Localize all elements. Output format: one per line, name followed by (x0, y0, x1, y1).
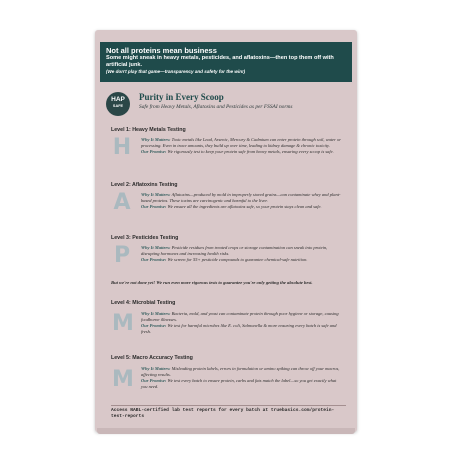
level-4-promise-label: Our Promise: (141, 323, 167, 328)
level-3-letter-icon: P (113, 243, 131, 268)
level-2-why-text: Aflatoxins—produced by mold in improperly stored grains—can contaminate whey and plant-based proteins. These toxins are carcinogenic and harmful to the liver. (141, 192, 341, 203)
level-2-why-label: Why It Matters: (141, 192, 171, 197)
level-5-why-text: Misleading protein labels, errors in formulation or amino spiking can throw off your macros, affecting results. (141, 366, 340, 377)
level-3-title: Level 3: Pesticides Testing (111, 235, 179, 241)
level-5-title: Level 5: Macro Accuracy Testing (111, 355, 193, 361)
banner-title: Not all proteins mean business (106, 46, 217, 55)
level-2-letter-icon: A (113, 190, 131, 215)
level-2-title: Level 2: Aflatoxins Testing (111, 182, 178, 188)
banner-subtitle: Some might sneak in heavy metals, pesticides, and aflatoxins—then top them off with artificial junk. (106, 55, 334, 68)
badge-line1: HAP (111, 96, 125, 103)
hero-title: Purity in Every Scoop (139, 92, 224, 102)
level-3-why-label: Why It Matters: (141, 245, 171, 250)
level-1-why-text: Toxic metals like Lead, Arsenic, Mercury & Cadmium can enter protein through soil, water or processing. Even in trace amounts, they build up over time, leading to kidney damage & chronic toxicity. (141, 137, 341, 148)
level-1-title: Level 1: Heavy Metals Testing (111, 127, 186, 133)
level-2-promise-label: Our Promise: (141, 204, 167, 209)
level-5-description (141, 366, 341, 390)
lab-report-footer: Access NABL-certified lab test reports for every batch at truebasics.com/protein-test-reports (111, 405, 346, 420)
level-5-why-label: Why It Matters: (141, 366, 171, 371)
level-3-why-text: Pesticide residues from treated crops or storage contamination can sneak into protein, disrupting hormones and increasing health risks. (141, 245, 328, 256)
level-4-why-text: Bacteria, mold, and yeast can contaminate protein through poor hygiene or storage, causing foodborne illnesses. (141, 311, 339, 322)
banner-note: (We don't play that game—transparency and safety for the win!) (106, 69, 246, 74)
level-3-promise-label: Our Promise: (141, 257, 167, 262)
level-4-promise-text: We test for harmful microbes like E. coli, Salmonella & more ensuring every batch is safe and fresh. (141, 323, 337, 334)
hero-subtitle: Safe from Heavy Metals, Aflatoxins and Pesticides as per FSSAI norms (139, 104, 293, 110)
level-1-letter-icon: H (112, 135, 132, 160)
level-2-description (141, 192, 341, 210)
level-4-letter-icon: M (112, 311, 134, 336)
level-1-why-label: Why It Matters: (141, 137, 171, 142)
level-3-description (141, 245, 341, 263)
level-1-description (141, 137, 341, 155)
level-3-promise-text: We screen for 55+ pesticide compounds to guarantee chemical-safe nutrition. (167, 257, 308, 262)
box-bottom-edge (97, 428, 355, 434)
level-4-title: Level 4: Microbial Testing (111, 300, 176, 306)
level-5-letter-icon: M (112, 367, 134, 392)
level-1-promise-text: We rigorously test to keep your protein safe from heavy metals, ensuring every scoop is safe. (167, 149, 334, 154)
level-1-promise-label: Our Promise: (141, 149, 167, 154)
level-4-description (141, 311, 341, 335)
header-banner (100, 42, 352, 82)
level-5-promise-text: We test every batch to ensure protein, carbs and fats match the label—so you get exactly what you need. (141, 378, 337, 389)
level-4-why-label: Why It Matters: (141, 311, 171, 316)
hap-safe-badge-icon (106, 92, 130, 116)
badge-line2: SAFE (112, 104, 124, 108)
level-5-promise-label: Our Promise: (141, 378, 167, 383)
level-2-promise-text: We ensure all the ingredients are aflatoxins safe, so your protein stays clean and safe. (167, 204, 322, 209)
extra-testing-note: But we're not done yet! We run even more rigorous tests to guarantee you're only getting the absolute best. (111, 280, 313, 285)
